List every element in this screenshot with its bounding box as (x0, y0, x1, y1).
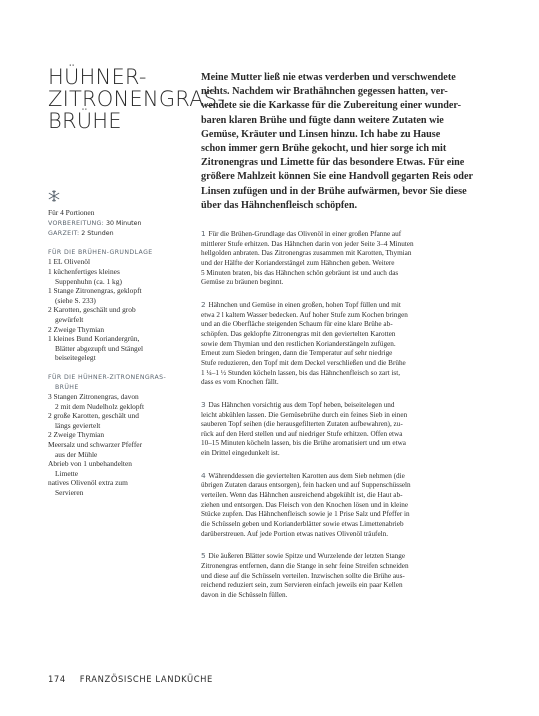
step-line: die Schüsseln geben und Korianderblätter sowie etwas Limettenabrieb (201, 520, 404, 529)
step-line: verteilen. Wenn das Hähnchen ausreichend abgekühlt ist, die Haut ab- (201, 491, 403, 500)
page-footer (48, 674, 213, 684)
prep-value: 30 Minuten (105, 219, 142, 227)
recipe-sidebar (48, 208, 198, 498)
step-line: Zitronengras entfernen, dann die Stange in sehr feine Streifen schneiden (201, 562, 409, 571)
step-line: und diese auf die Schüsseln verteilen. Inzwischen sollte die Brühe aus- (201, 571, 405, 580)
ingredient-line: Suppenhuhn (ca. 1 kg) (55, 276, 122, 286)
section-heading: BRÜHE (55, 383, 79, 391)
step-line: davon in die Schüsseln füllen. (201, 591, 288, 599)
step-line: Die äußeren Blätter sowie Spitze und Wurzelende der letzten Stange (208, 552, 406, 561)
step-line: und der Hälfte der Korianderstängel zum Hähnchen geben. Weitere (201, 258, 395, 267)
ingredient-line: Meersalz und schwarzer Pfeffer (48, 440, 143, 450)
step-line: Hähnchen und Gemüse in einen großen, hohen Topf füllen und mit (208, 300, 401, 309)
step-line: Stufe reduzieren, den Topf mit dem Deckel verschließen und die Brühe (201, 358, 406, 367)
step-line: 5 Minuten braten, bis das Hähnchen schön gebräunt ist und auch das (201, 268, 399, 277)
step-line: Gemüse zu bräunen beginnt. (201, 278, 284, 287)
cook-time (48, 228, 198, 239)
intro-line: Linsen zufügen und in der Brühe aufwärmen, bevor Sie diese (201, 185, 467, 197)
step-line: Währenddessen die geviertelten Karotten aus dem Sieb nehmen (die (208, 471, 405, 480)
recipe-title-line: HÜHNER- (48, 65, 147, 89)
step-2 (201, 300, 493, 388)
prep-label: VORBEREITUNG: (48, 219, 105, 227)
step-line: und an die Oberfläche steigenden Schaum für eine klare Brühe ab- (201, 320, 393, 329)
ingredient-line: beiseitegelegt (55, 353, 96, 363)
step-line: darüberstreuen. Auf jede Portion etwas natives Olivenöl träufeln. (201, 529, 389, 538)
step-line: Das Hähnchen vorsichtig aus dem Topf heben, beiseitelegen und (208, 400, 395, 409)
step-line: ziehen und entsorgen. Das Fleisch von den Knochen lösen und in kleine (201, 500, 409, 509)
cook-label: GARZEIT: (48, 230, 80, 238)
intro-line: wendete sie die Karkasse für die Zubereitung einer wunder- (201, 100, 461, 112)
recipe-title-line: ZITRONENGRAS- (48, 87, 226, 111)
ingredient-line: natives Olivenöl extra zum (48, 478, 128, 488)
section-heading: FÜR DIE BRÜHEN-GRUNDLAGE (48, 248, 153, 256)
ingredient-line: 2 Zweige Thymian (48, 430, 105, 440)
step-line: ein Drittel eingedunkelt ist. (201, 449, 280, 458)
recipe-title-line: BRÜHE (48, 109, 122, 133)
ingredient-line: 1 EL Olivenöl (48, 257, 91, 267)
cook-value: 2 Stunden (81, 230, 114, 238)
step-line: übrigen Zutaten daraus entsorgen), fein hacken und auf Suppenschüsseln (201, 481, 411, 490)
step-line: sowie dem Thymian und den restlichen Korianderstängeln zufügen. (201, 339, 396, 348)
ingredient-line: 1 küchenfertiges kleines (48, 266, 120, 276)
ingredient-line: Abrieb von 1 unbehandelten (48, 459, 132, 469)
step-line: sauberen Topf seihen (die herausgefilterten Zutaten aufbewahren), zu- (201, 420, 403, 429)
step-line: Stücke zupfen. Das Hähnchenfleisch sowie je 1 Prise Salz und Pfeffer in (201, 510, 410, 519)
step-line: etwa 2 l kaltem Wasser bedecken. Auf hoher Stufe zum Kochen bringen (201, 310, 408, 319)
ingredient-line: Limette (55, 468, 78, 478)
intro-line: über das Hähnchenfleisch schöpfen. (201, 199, 358, 211)
intro-line: schon immer gern Brühe gekocht, und hier sorge ich mit (201, 143, 447, 155)
step-line: schöpfen. Das geklopfte Zitronengras mit den geviertelten Karotten (201, 329, 396, 338)
ingredient-line: 2 mit dem Nudelholz geklopft (55, 401, 145, 411)
step-5 (201, 551, 493, 600)
page-number: 174 (48, 674, 66, 684)
step-line: hellgolden anbraten. Das Zitronengras zusammen mit Karotten, Thymian (201, 249, 412, 258)
step-number: 1 (201, 229, 206, 238)
ingredient-line: 3 Stangen Zitronengras, davon (48, 392, 139, 402)
step-1 (201, 229, 493, 288)
step-line: reichend reduziert sein, zum Servieren einfach jeweils ein paar Kellen (201, 581, 403, 590)
intro-line: nichts. Nachdem wir Brathähnchen gegessen hatten, ver- (201, 86, 448, 98)
step-line: Erneut zum Sieden bringen, dann die Temperatur auf sehr niedrige (201, 349, 393, 358)
step-number: 4 (201, 470, 206, 480)
snowflake-icon (48, 190, 60, 202)
step-number: 2 (201, 299, 206, 309)
recipe-steps (201, 229, 493, 613)
step-line: 1 ¼–1 ½ Stunden köcheln lassen, bis das Hähnchenfleisch so zart ist, (201, 368, 401, 377)
ingredient-section-broth (48, 373, 198, 498)
ingredient-line: Servieren (55, 488, 84, 498)
ingredient-line: 1 kleines Bund Koriandergrün, (48, 334, 140, 344)
prep-time (48, 218, 198, 229)
step-3 (201, 400, 493, 459)
ingredient-section-base (48, 248, 198, 363)
intro-line: baren klaren Brühe und fügte dann weitere Zutaten wie (201, 114, 444, 126)
ingredient-line: längs geviertelt (55, 420, 101, 430)
portions: Für 4 Portionen (48, 208, 95, 217)
step-line: 10–15 Minuten köcheln lassen, bis die Brühe aromatisiert und um etwa (201, 439, 407, 448)
ingredient-line: Blätter abgezupft und Stängel (55, 343, 144, 353)
ingredient-line: (siehe S. 233) (55, 295, 96, 305)
intro-line: Gemüse, Kräuter und Linsen hinzu. Ich habe zu Hause (201, 128, 441, 140)
ingredient-line: gewürfelt (55, 314, 84, 324)
step-line: Für die Brühen-Grundlage das Olivenöl in einer großen Pfanne auf (208, 230, 402, 238)
step-line: mittlerer Stufe erhitzen. Das Hähnchen darin von jeder Seite 3–4 Minuten (201, 239, 414, 248)
step-line: dass es vom Knochen fällt. (201, 378, 279, 387)
step-number: 3 (201, 399, 206, 409)
intro-line: größere Mahlzeit können Sie eine Handvoll gegarten Reis oder (201, 171, 474, 183)
ingredient-line: 2 Karotten, geschält und grob (48, 305, 136, 315)
ingredient-line: aus der Mühle (55, 449, 98, 459)
section-heading: FÜR DIE HÜHNER-ZITRONENGRAS- (48, 373, 167, 381)
step-line: rück auf den Herd stellen und auf niedriger Stufe erhitzen. Offen etwa (201, 429, 403, 438)
step-4 (201, 471, 493, 540)
running-title: FRANZÖSISCHE LANDKÜCHE (79, 674, 213, 684)
step-number: 5 (201, 551, 206, 561)
intro-line: Zitronengras und Limette für das besondere Etwas. Für eine (201, 157, 465, 169)
recipe-title (48, 65, 226, 133)
ingredient-line: 2 Zweige Thymian (48, 324, 105, 334)
ingredient-line: 2 große Karotten, geschält und (48, 411, 139, 421)
recipe-intro (201, 71, 493, 213)
intro-line: Meine Mutter ließ nie etwas verderben und verschwendete (201, 72, 456, 83)
step-line: leicht abkühlen lassen. Die Gemüsebrühe durch ein feines Sieb in einen (201, 410, 408, 419)
ingredient-line: 1 Stange Zitronengras, geklopft (48, 286, 142, 296)
